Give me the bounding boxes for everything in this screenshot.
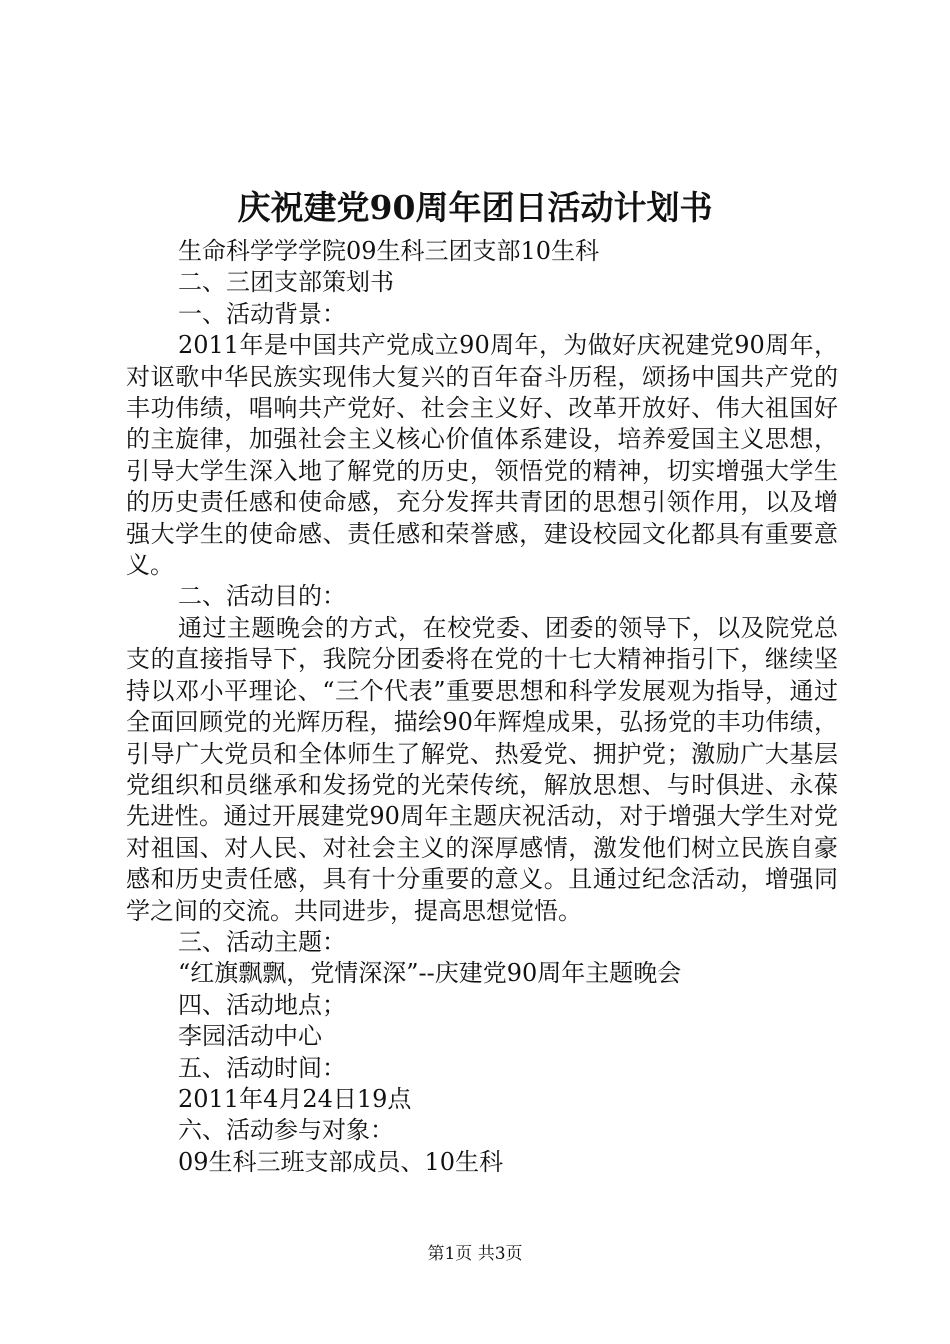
plan-line: 二、三团支部策划书 — [178, 268, 394, 297]
theme-value: “红旗飘飘，党情深深”--庆建党90周年主题晚会 — [178, 959, 682, 988]
section-heading-time: 五、活动时间： — [178, 1053, 346, 1082]
page-footer: 第1页 共3页 — [427, 1244, 523, 1264]
paragraph-purpose: 通过主题晚会的方式，在校党委、团委的领导下，以及院党总支的直接指导下，我院分团委将在党的十七大精神指引下，继续坚持以邓小平理论、“三个代表”重要思想和科学发展观为指导，通过全面回顾党的光辉历程，描绘90年辉煌成果，弘扬党的丰功伟绩，引导广大党员和全体师生了解党、热爱党、拥护党；激励广大基层党组织和员继承和发扬党的光荣传统，解放思想、与时俱进、永葆先进性。通过开展建党90周年主题庆祝活动，对于增强大学生对党对祖国、对人民、对社会主义的深厚感情，激发他们树立民族自豪感和历史责任感，具有十分重要的意义。且通过纪念活动，增强同学之间的交流。共同进步，提高思想觉悟。 — [126, 613, 838, 925]
section-heading-theme: 三、活动主题： — [178, 927, 346, 956]
section-heading-background: 一、活动背景： — [178, 299, 346, 328]
document-body — [126, 236, 838, 1178]
time-value: 2011年4月24日19点 — [178, 1084, 412, 1113]
section-heading-location: 四、活动地点； — [178, 990, 346, 1019]
location-value: 李园活动中心 — [178, 1022, 322, 1051]
section-heading-purpose: 二、活动目的： — [178, 582, 346, 611]
participants-value: 09生科三班支部成员、10生科 — [178, 1147, 504, 1176]
section-heading-participants: 六、活动参与对象： — [178, 1116, 394, 1145]
paragraph-background: 2011年是中国共产党成立90周年，为做好庆祝建党90周年，对讴歌中华民族实现伟大复兴的百年奋斗历程，颂扬中国共产党的丰功伟绩，唱响共产党好、社会主义好、改革开放好、伟大祖国好的主旋律，加强社会主义核心价值体系建设，培养爱国主义思想，引导大学生深入地了解党的历史，领悟党的精神，切实增强大学生的历史责任感和使命感，充分发挥共青团的思想引领作用，以及增强大学生的使命感、责任感和荣誉感，建设校园文化都具有重要意义。 — [126, 331, 838, 580]
document-title: 庆祝建党90周年团日活动计划书 — [237, 188, 713, 227]
subtitle-line: 生命科学学学院09生科三团支部10生科 — [178, 237, 600, 265]
